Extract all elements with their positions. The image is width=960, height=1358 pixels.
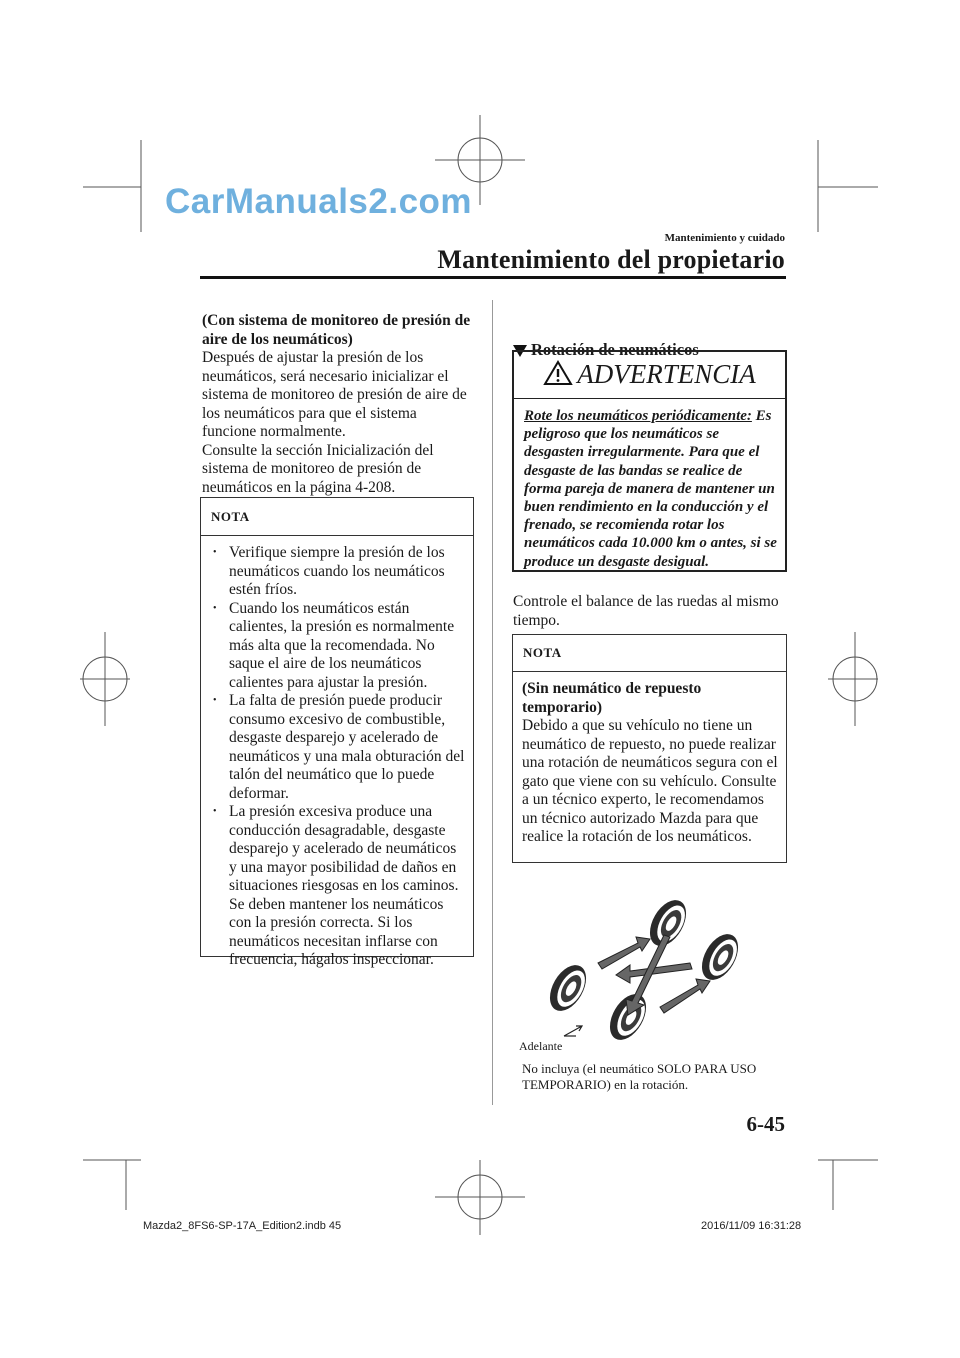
list-item: • Cuando los neumáticos están calientes, la presión es normalmente más alta que la recomendada. No saque el aire de los neumáticos calientes para ajustar la presión. <box>211 600 467 693</box>
warning-header <box>514 352 785 399</box>
registration-target-icon <box>80 632 130 726</box>
warning-triangle-icon <box>543 360 573 386</box>
warning-title: ADVERTENCIA <box>577 359 756 389</box>
page-number: 6-45 <box>746 1112 785 1136</box>
figure-caption: No incluya (el neumático SOLO PARA USO TEMPORARIO) en la rotación. <box>522 1061 757 1092</box>
note-list <box>201 536 473 970</box>
header-rule <box>200 276 786 279</box>
forward-arrow-icon <box>562 1024 584 1038</box>
section-title: Mantenimiento del propietario <box>437 245 785 274</box>
registration-target-icon <box>435 1160 525 1235</box>
warning-body <box>524 407 780 571</box>
warning-lead: Rote los neumáticos periódicamente: <box>524 408 752 424</box>
registration-target-icon <box>828 632 878 726</box>
note-title: NOTA <box>201 498 473 536</box>
left-column <box>202 312 474 497</box>
forward-arrow-icon <box>598 937 650 969</box>
note-title: NOTA <box>513 635 786 672</box>
paragraph: Controle el balance de las ruedas al mismo tiempo. <box>513 593 779 629</box>
list-item: • Verifique siempre la presión de los neumáticos cuando los neumáticos estén fríos. <box>211 544 467 600</box>
note-subheading: (Sin neumático de repuesto temporario) <box>522 680 702 716</box>
footer-file: Mazda2_8FS6-SP-17A_Edition2.indb 45 <box>143 1220 342 1232</box>
section-label: Mantenimiento y cuidado <box>664 232 785 244</box>
list-item: • La presión excesiva produce una conducción desagradable, desgaste desparejo y acelerado de neumáticos y una mayor posibilidad de daños en situaciones riesgosas en los caminos. Se deben mantener los neumáticos con la presión correcta. Si los neumáticos necesitan inflarse con frecuencia, hágalos inspeccionar. <box>211 803 467 970</box>
footer-timestamp: 2016/11/09 16:31:28 <box>701 1220 802 1232</box>
heading-text: Rotación de neumáticos <box>531 340 699 359</box>
paragraph: Después de ajustar la presión de los neumáticos, será necesario inicializar el sistema de monitoreo de presión de aire de los neumáticos para que el sistema funcione normalmente. <box>202 349 467 440</box>
warning-box <box>512 350 787 572</box>
note-content <box>513 672 786 847</box>
list-item: • La falta de presión puede producir consumo excesivo de combustible, desgaste desparejo y acelerado de neumáticos y una mala obturación del talón del neumático que lo puede deformar. <box>211 692 467 803</box>
warning-text: Es peligroso que los neumáticos se desgasten irregularmente. Para que el desgaste de las bandas se realice de forma pareja de manera de mantener un buen rendimiento en la conducción y el frenado, se recomienda rotar los neumáticos cada 10.000 km o antes, si se produce un desgaste desigual. <box>524 408 777 570</box>
note-box <box>512 634 787 863</box>
tire-icon <box>695 928 746 986</box>
tire-icon <box>543 959 594 1017</box>
note-text: Debido a que su vehículo no tiene un neumático de repuesto, no puede realizar una rotación de neumáticos segura con el gato que viene con su vehículo. Consulte a un técnico experto, le recomendamos un técnico autorizado Mazda para que realice la rotación de los neumáticos. <box>522 717 778 845</box>
forward-arrow-icon <box>660 979 710 1013</box>
subheading-tpms: (Con sistema de monitoreo de presión de aire de los neumáticos) <box>202 312 471 348</box>
tire-icon <box>643 895 694 952</box>
paragraph: Consulte la sección Inicialización del sistema de monitoreo de presión de neumáticos en la página 4-208. <box>202 441 434 496</box>
tire-rotation-diagram <box>520 895 765 1045</box>
note-box <box>200 497 474 968</box>
column-divider <box>492 300 493 1105</box>
figure-label: Adelante <box>519 1039 563 1053</box>
tire-icon <box>603 988 654 1045</box>
watermark[interactable]: CarManuals2.com <box>165 182 473 221</box>
